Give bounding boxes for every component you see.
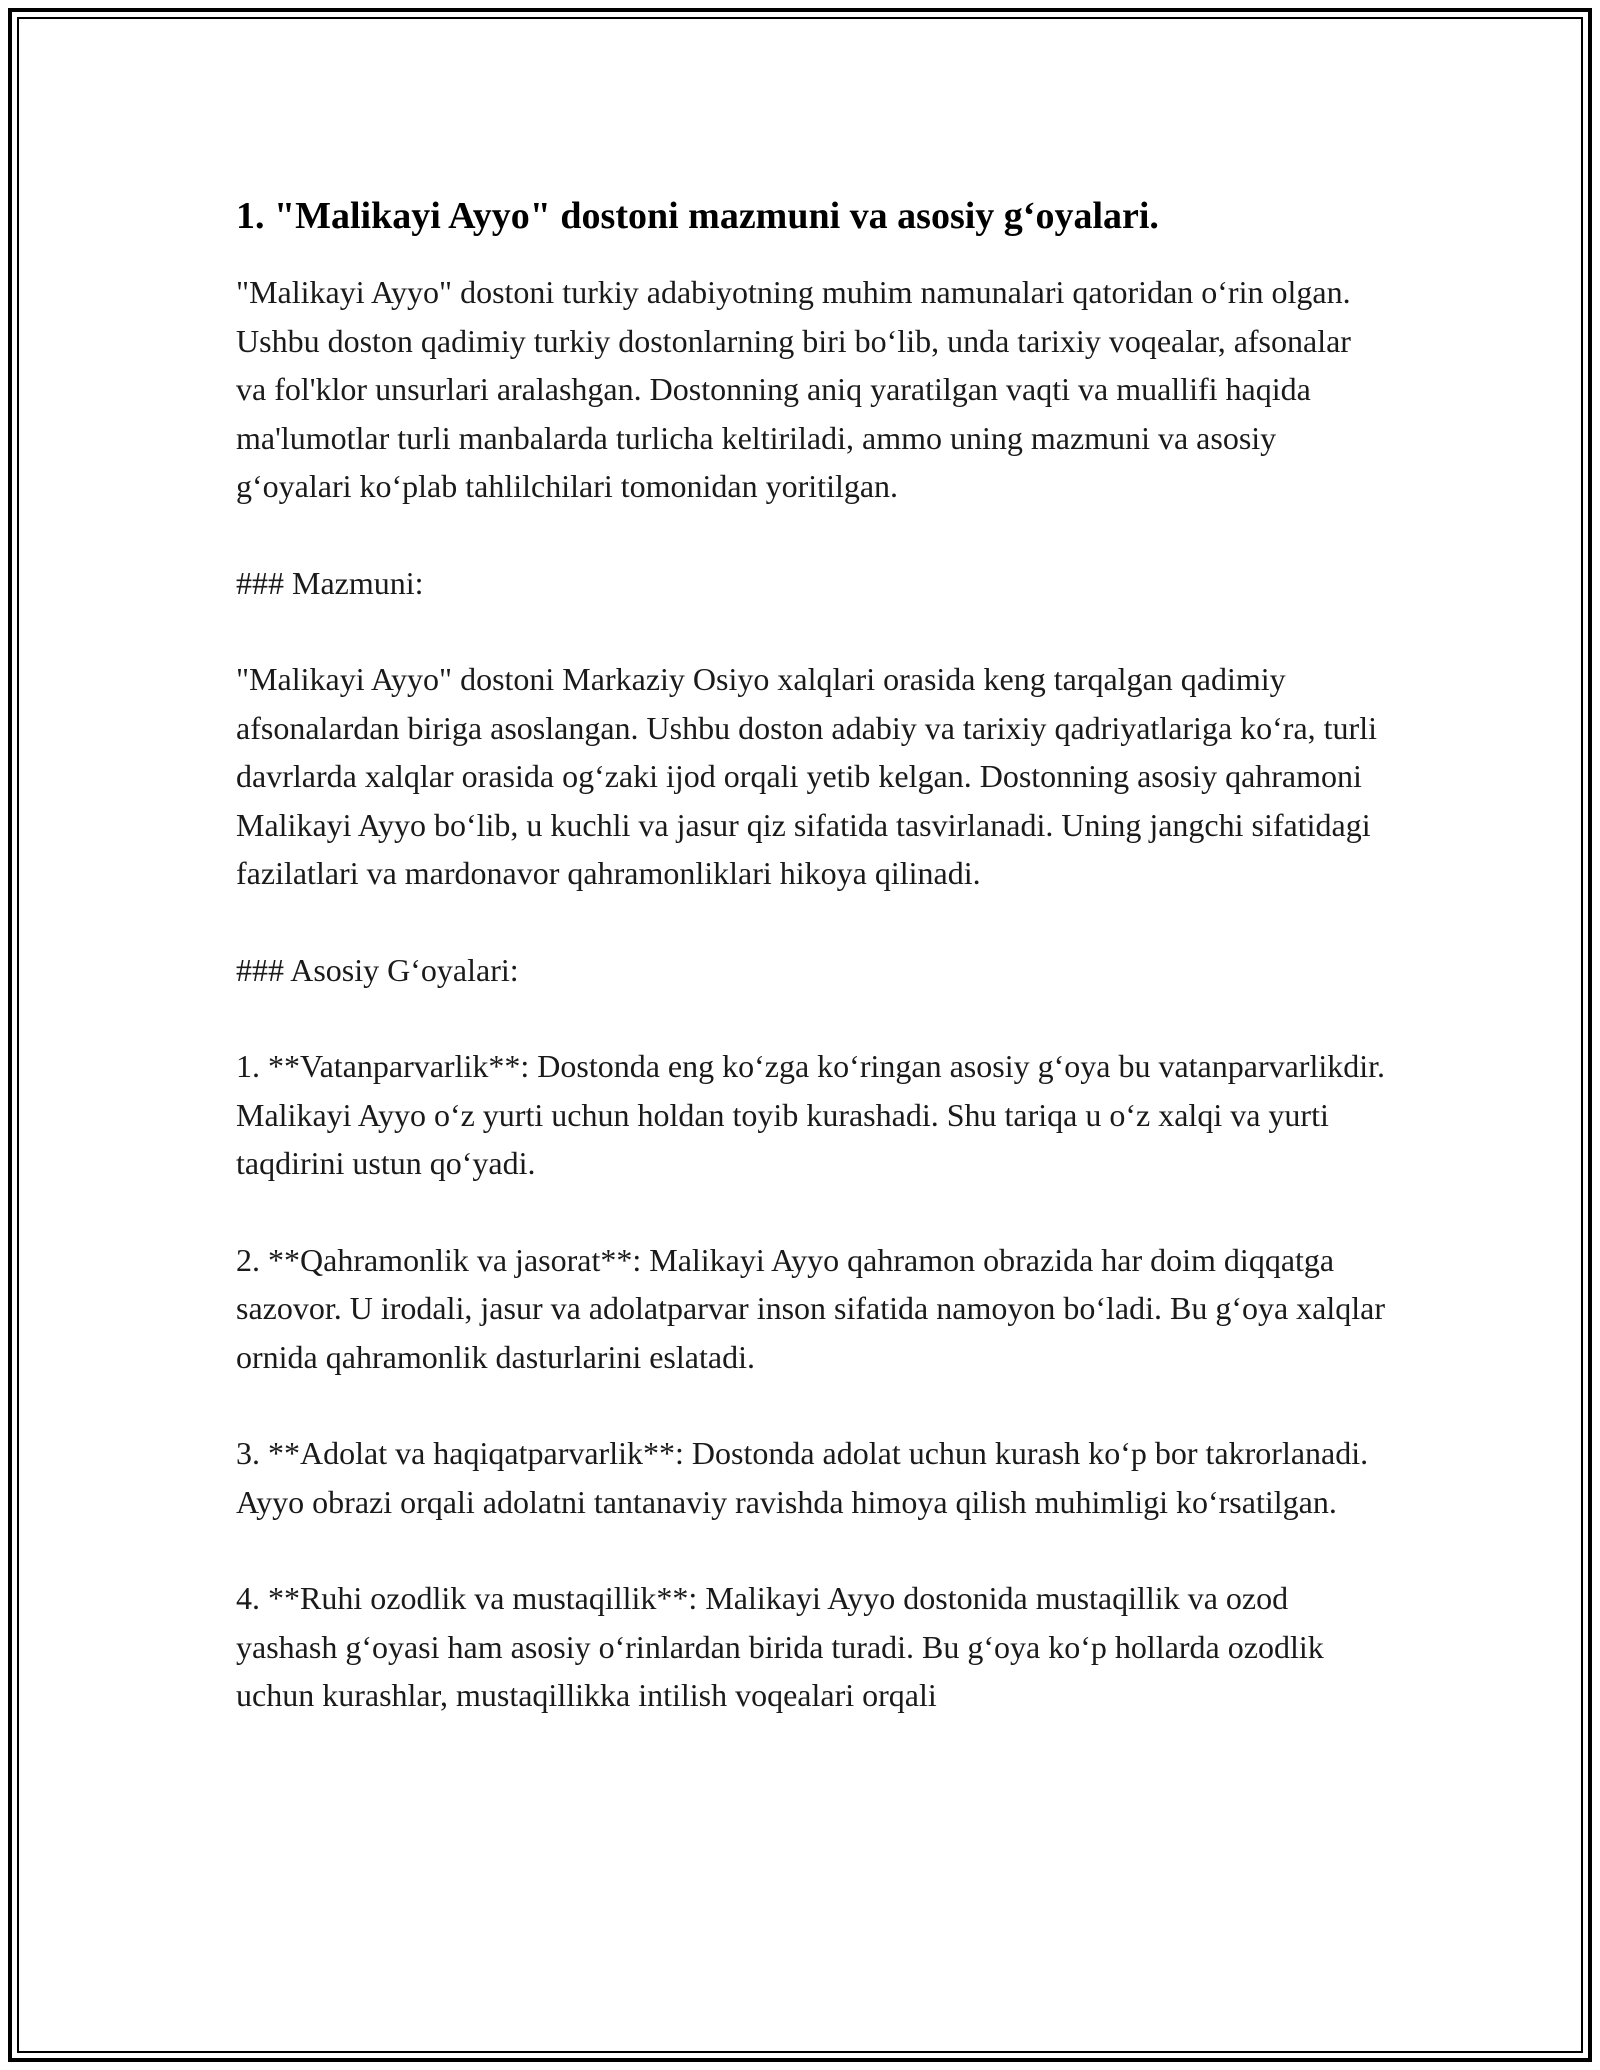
intro-paragraph: "Malikayi Ayyo" dostoni turkiy adabiyotning muhim namunalari qatoridan o‘rin olgan. Ushbu doston qadimiy turkiy dostonlarning biri bo‘lib, unda tarixiy voqealar, afsonalar va fol'klor unsurlari aralashgan. Dostonning aniq yaratilgan vaqti va muallifi haqida ma'lumotlar turli manbalarda turlicha keltiriladi, ammo uning mazmuni va asosiy g‘oyalari ko‘plab tahlilchilari tomonidan yoritilgan. bbox=[236, 274, 1351, 504]
list-item-ozodlik: 4. **Ruhi ozodlik va mustaqillik**: Malikayi Ayyo dostonida mustaqillik va ozod yashash g‘oyasi ham asosiy o‘rinlardan birida turadi. Bu g‘oya ko‘p hollarda ozodlik uchun kurashlar, mustaqillikka intilish voqealari orqali bbox=[236, 1580, 1324, 1713]
list-item-qahramonlik: 2. **Qahramonlik va jasorat**: Malikayi Ayyo qahramon obrazida har doim diqqatga sazovor. U irodali, jasur va adolatparvar inson sifatida namoyon bo‘ladi. Bu g‘oya xalqlar ornida qahramonlik dasturlarini eslatadi. bbox=[236, 1241, 1386, 1375]
list-item-adolat: 3. **Adolat va haqiqatparvarlik**: Dostonda adolat uchun kurash ko‘p bor takrorlanadi. Ayyo obrazi orqali adolatni tantanaviy ravishda himoya qilish muhimligi ko‘rsatilgan. bbox=[236, 1435, 1369, 1520]
document-body bbox=[236, 186, 1386, 1768]
list-item-vatanparvarlik: 1. **Vatanparvarlik**: Dostonda eng ko‘zga ko‘ringan asosiy g‘oya bu vatanparvarlikdir. Malikayi Ayyo o‘z yurti uchun holdan toyib kurashadi. Shu tariqa u o‘z xalqi va yurti taqdirini ustun qo‘yadi. bbox=[236, 1048, 1386, 1181]
section-heading-mazmuni: ### Mazmuni: bbox=[236, 564, 424, 601]
document-title: 1. "Malikayi Ayyo" dostoni mazmuni va asosiy g‘oyalari. bbox=[236, 195, 1159, 237]
mazmuni-paragraph: "Malikayi Ayyo" dostoni Markaziy Osiyo xalqlari orasida keng tarqalgan qadimiy afsonalardan biriga asoslangan. Ushbu doston adabiy va tarixiy qadriyatlariga ko‘ra, turli davrlarda xalqlar orasida og‘zaki ijod orqali yetib kelgan. Dostonning asosiy qahramoni Malikayi Ayyo bo‘lib, u kuchli va jasur qiz sifatida tasvirlanadi. Uning jangchi sifatidagi fazilatlari va mardonavor qahramonliklari hikoya qilinadi. bbox=[236, 661, 1377, 891]
section-heading-asosiy-goyalari: ### Asosiy G‘oyalari: bbox=[236, 951, 519, 988]
